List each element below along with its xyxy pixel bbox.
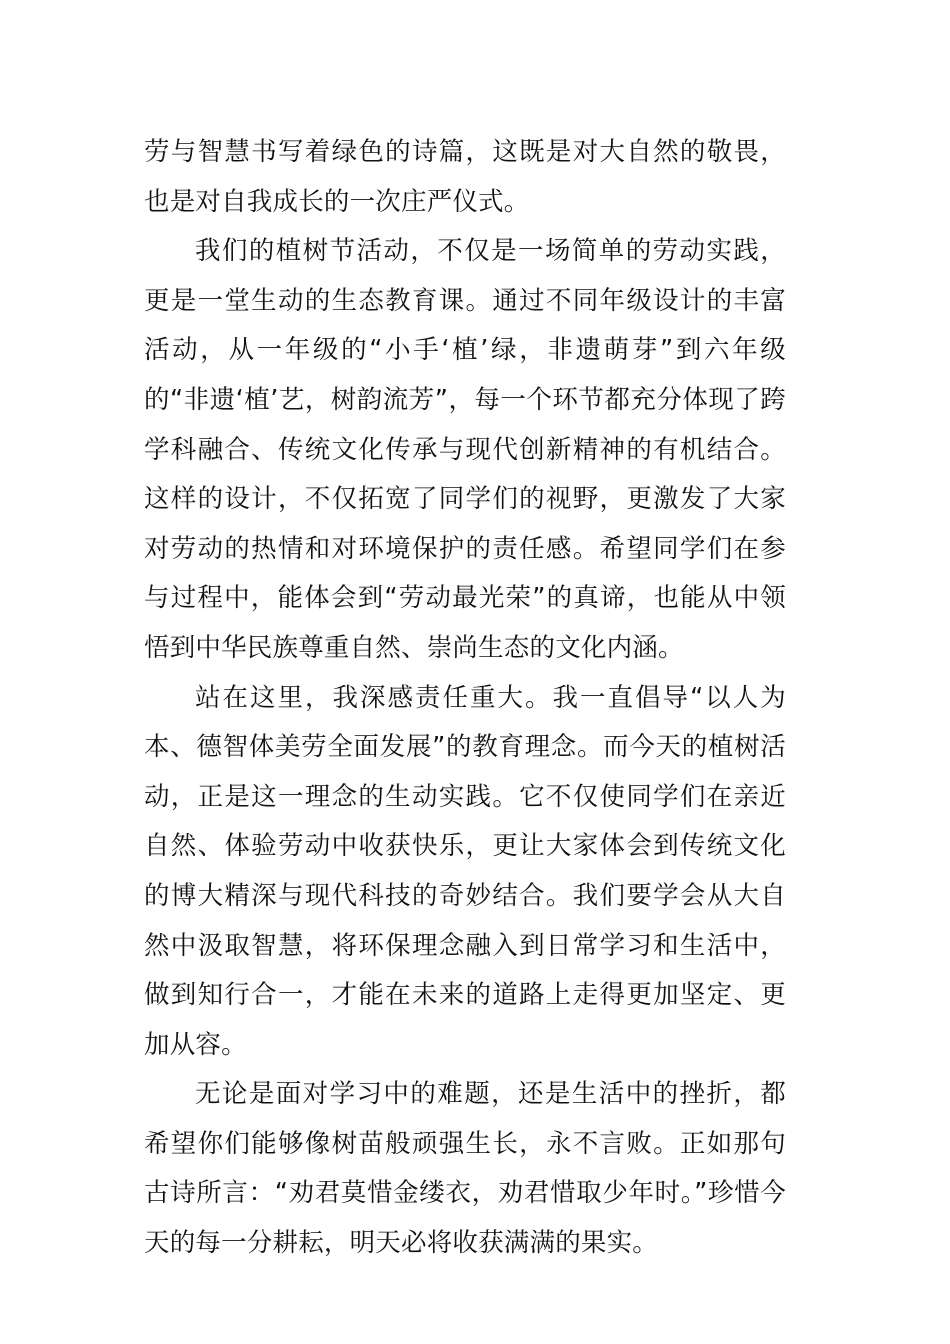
paragraph-encouragement: 无论是面对学习中的难题，还是生活中的挫折，都希望你们能够像树苗般顽强生长，永不言败。正如那句古诗所言：“劝君莫惜金缕衣，劝君惜取少年时。”珍惜今天的每一分耕耘，明天必将收获满满的果实。: [144, 1079, 786, 1259]
paragraph-education-philosophy: 站在这里，我深感责任重大。我一直倡导“以人为本、德智体美劳全面发展”的教育理念。而今天的植树活动，正是这一理念的生动实践。它不仅使同学们在亲近自然、体验劳动中收获快乐，更让大家体会到传统文化的博大精深与现代科技的奇妙结合。我们要学会从大自然中汲取智慧，将环保理念融入到日常学习和生活中，做到知行合一，才能在未来的道路上走得更加坚定、更加从容。: [144, 682, 786, 1060]
document-body: [144, 128, 786, 1269]
paragraph-tree-planting-activity: 我们的植树节活动，不仅是一场简单的劳动实践，更是一堂生动的生态教育课。通过不同年级设计的丰富活动，从一年级的“小手‘植’绿，非遗萌芽”到六年级的“非遗‘植’艺，树韵流芳”，每一个环节都充分体现了跨学科融合、传统文化传承与现代创新精神的有机结合。这样的设计，不仅拓宽了同学们的视野，更激发了大家对劳动的热情和对环境保护的责任感。希望同学们在参与过程中，能体会到“劳动最光荣”的真谛，也能从中领悟到中华民族尊重自然、崇尚生态的文化内涵。: [144, 236, 786, 663]
paragraph-continuation: 劳与智慧书写着绿色的诗篇，这既是对大自然的敬畏，也是对自我成长的一次庄严仪式。: [144, 137, 786, 217]
